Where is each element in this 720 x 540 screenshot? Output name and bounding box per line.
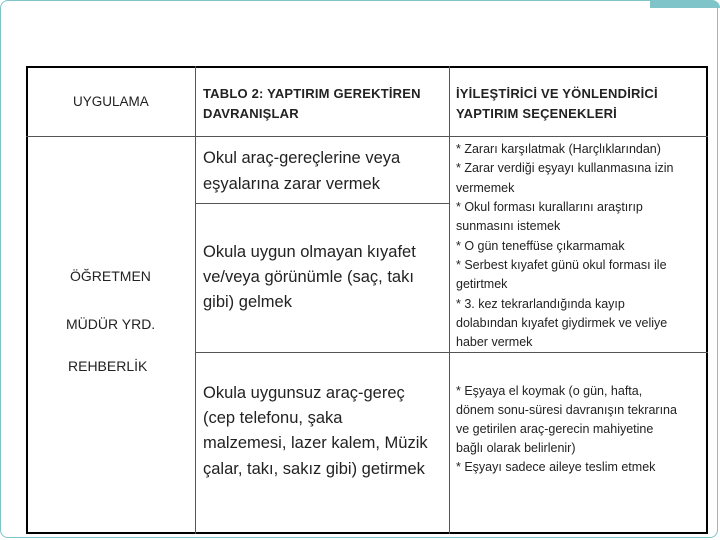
behavior-1-line-1: Okul araç-gereçlerine veya xyxy=(203,149,401,167)
role-mudur-yrd: MÜDÜR YRD. xyxy=(66,316,156,332)
option-2-line-4: bağlı olarak belirlenir) xyxy=(456,441,576,455)
corner-accent-bar xyxy=(650,0,720,8)
behavior-3-line-4: çalar, takı, sakız gibi) getirmek xyxy=(203,460,425,478)
option-2-line-5: * Eşyayı sadece aileye teslim etmek xyxy=(456,460,656,474)
role-ogretmen: ÖĞRETMEN xyxy=(70,268,151,284)
option-1-line-9: * 3. kez tekrarlandığında kayıp xyxy=(456,297,625,311)
col2-divider xyxy=(449,66,450,534)
behavior-2-line-3: gibi) gelmek xyxy=(203,293,292,311)
option-1-line-7: * Serbest kıyafet günü okul forması ile xyxy=(456,258,667,272)
option-1-line-1: * Zararı karşılatmak (Harçlıklarından) xyxy=(456,142,661,156)
row1-divider xyxy=(196,203,449,204)
option-2-line-1: * Eşyaya el koymak (o gün, hafta, xyxy=(456,384,643,398)
behavior-3-line-1: Okula uygunsuz araç-gereç xyxy=(203,384,405,402)
option-1-line-2: * Zarar verdiği eşyayı kullanmasına izin xyxy=(456,161,674,175)
behavior-3-line-2: (cep telefonu, şaka xyxy=(203,409,343,427)
col3-header-line-1: İYİLEŞTİRİCİ VE YÖNLENDİRİCİ xyxy=(456,86,658,101)
option-1-line-5: sunmasını istemek xyxy=(456,219,561,233)
header-divider xyxy=(26,136,708,137)
behavior-3-line-3: malzemesi, lazer kalem, Müzik xyxy=(203,434,428,452)
col2-header-line-1: TABLO 2: YAPTIRIM GEREKTİREN xyxy=(203,86,421,101)
behavior-2-line-2: ve/veya görünümle (saç, takı xyxy=(203,268,414,286)
behavior-2-line-1: Okula uygun olmayan kıyafet xyxy=(203,243,416,261)
behavior-1-line-2: eşyalarına zarar vermek xyxy=(203,175,380,193)
col3-header-line-2: YAPTIRIM SEÇENEKLERİ xyxy=(456,106,617,121)
option-1-line-10: dolabından kıyafet giydirmek ve veliye xyxy=(456,316,668,330)
option-2-line-3: ve getirilen araç-gerecin mahiyetine xyxy=(456,422,654,436)
option-1-line-8: getirtmek xyxy=(456,277,508,291)
option-1-line-6: * O gün teneffüse çıkarmamak xyxy=(456,239,625,253)
col2-header-line-2: DAVRANIŞLAR xyxy=(203,106,299,121)
option-1-line-11: haber vermek xyxy=(456,335,533,349)
col1-header: UYGULAMA xyxy=(73,94,149,109)
col1-divider xyxy=(195,66,196,534)
option-1-line-4: * Okul forması kurallarını araştırıp xyxy=(456,200,643,214)
option-2-line-2: dönem sonu-süresi davranışın tekrarına xyxy=(456,403,677,417)
option-1-line-3: vermemek xyxy=(456,181,515,195)
row2-divider xyxy=(196,352,708,353)
role-rehberlik: REHBERLİK xyxy=(68,358,148,374)
